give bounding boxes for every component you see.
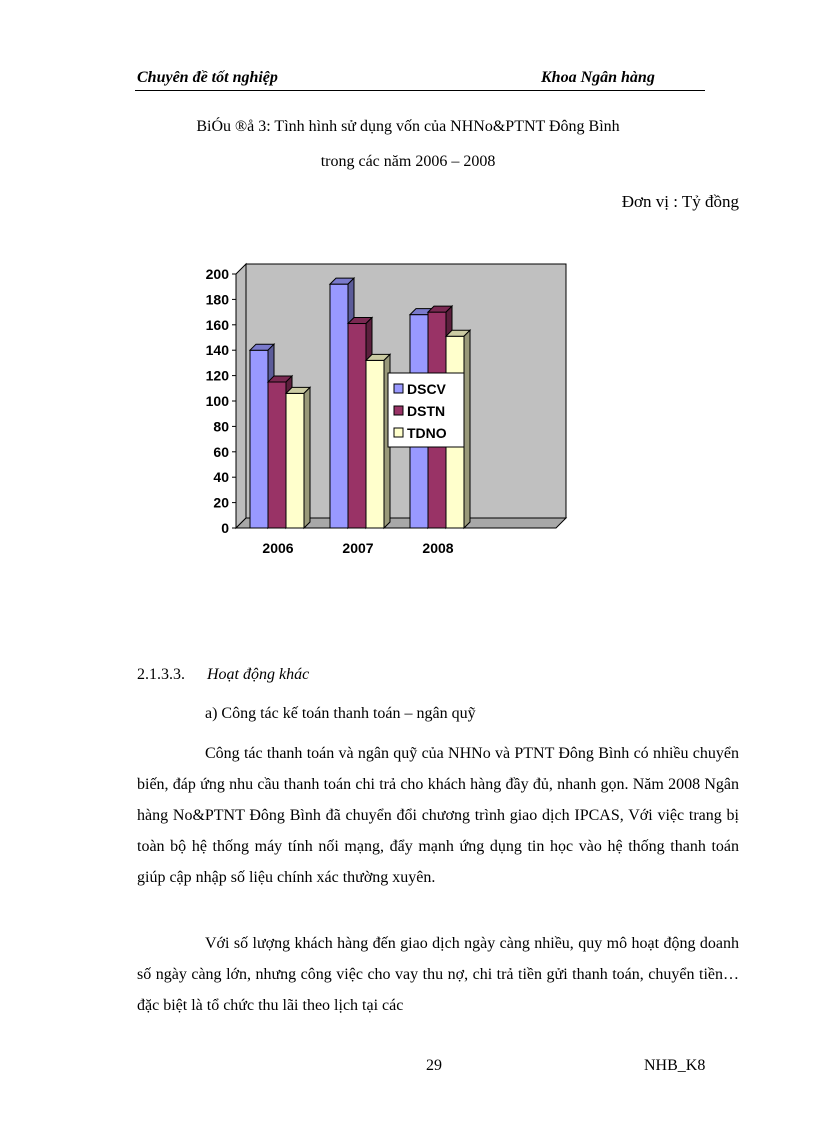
footer-code: NHB_K8 — [644, 1057, 706, 1074]
chart-unit: Đơn vị : Tỷ đồng — [621, 192, 739, 211]
y-tick-label-0: 0 — [221, 520, 229, 536]
page-number: 29 — [426, 1057, 442, 1074]
section-heading — [137, 666, 309, 684]
subsection-heading: a) Công tác kế toán thanh toán – ngân quỹ — [205, 705, 476, 722]
x-tick-label-2006: 2006 — [262, 540, 294, 556]
legend-label-dstn: DSTN — [407, 403, 446, 419]
bar-tdno-2007 — [366, 354, 390, 528]
section-title: Hoạt động khác — [207, 666, 310, 683]
section-number: 2.1.3.3. — [137, 666, 185, 683]
y-tick-label-80: 80 — [213, 418, 229, 435]
y-tick-label-100: 100 — [205, 393, 229, 409]
y-tick-label-140: 140 — [205, 342, 229, 359]
legend-label-tdno: TDNO — [407, 425, 447, 441]
chart-side-wall — [236, 264, 246, 528]
legend-swatch-dstn — [394, 406, 403, 415]
y-tick-label-180: 180 — [205, 291, 229, 308]
legend-swatch-dscv — [394, 384, 403, 393]
header-rule — [135, 90, 705, 91]
header-left: Chuyên đề tốt nghiệp — [137, 69, 278, 86]
header-right: Khoa Ngân hàng — [541, 69, 655, 86]
x-tick-label-2007: 2007 — [342, 540, 374, 556]
bar-tdno-2006 — [286, 387, 310, 528]
y-tick-label-160: 160 — [205, 316, 229, 333]
paragraph-2: Với số lượng khách hàng đến giao dịch ngày càng nhiều, quy mô hoạt động doanh số ngày càng lớn, nhưng công việc cho vay thu nợ, chi trả tiền gửi thanh toán, chuyển tiền… đặc biệt là tổ chức thu lãi theo lịch tại các — [137, 935, 739, 1014]
paragraph-1: Công tác thanh toán và ngân quỹ của NHNo và PTNT Đông Bình có nhiều chuyển biến, đáp ứng nhu cầu thanh toán chi trả cho khách hàng đầy đủ, nhanh gọn. Năm 2008 Ngân hàng No&PTNT Đông Bình đã chuyển đổi chương trình giao dịch IPCAS, Với việc trang bị toàn bộ hệ thống máy tính nối mạng, đẩy mạnh ứng dụng tin học vào hệ thống thanh toán giúp cập nhập số liệu chính xác thường xuyên. — [137, 745, 739, 886]
y-tick-label-20: 20 — [213, 494, 229, 511]
y-tick-label-200: 200 — [205, 266, 229, 282]
legend-label-dscv: DSCV — [407, 381, 446, 397]
chart-caption-title: BiÓu ®å 3: Tình hình sử dụng vốn của NHNo&PTNT Đông Bình — [196, 118, 620, 135]
bar-chart — [196, 262, 576, 562]
y-tick-label-40: 40 — [213, 469, 229, 486]
chart-caption-subtitle: trong các năm 2006 – 2008 — [320, 153, 496, 170]
y-tick-label-120: 120 — [205, 367, 229, 384]
legend-swatch-tdno — [394, 428, 403, 437]
x-tick-label-2008: 2008 — [422, 540, 454, 556]
y-tick-label-60: 60 — [213, 443, 229, 460]
